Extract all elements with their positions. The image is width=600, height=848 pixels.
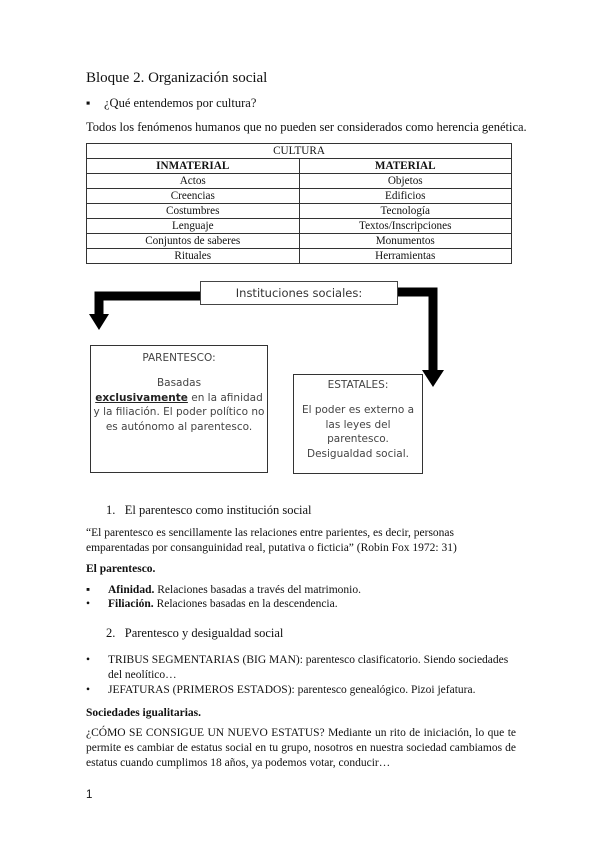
parentesco-body-pre: Basadas	[156, 377, 202, 389]
bullet-icon: ▪	[86, 96, 91, 110]
right-arrow-shaft	[396, 292, 433, 371]
igualitarias-heading: Sociedades igualitarias.	[86, 707, 202, 719]
estatales-title: ESTATALES:	[327, 379, 389, 391]
estatales-body: El poder es externo a las leyes del parentesco. Desigualdad social.	[301, 404, 415, 460]
table-cell: Actos	[87, 174, 300, 189]
right-arrow-head	[422, 370, 444, 387]
term: Afinidad.	[108, 584, 155, 596]
definition: Relaciones basadas a través del matrimonio.	[154, 584, 361, 596]
table-cell: Rituales	[87, 249, 300, 264]
parentesco-heading: El parentesco.	[86, 563, 156, 575]
estatales-box	[293, 374, 423, 474]
block-title: Bloque 2. Organización social	[86, 70, 268, 86]
header-inmaterial: INMATERIAL	[87, 159, 300, 174]
bullet-icon: •	[86, 654, 91, 666]
table-cell: Costumbres	[87, 204, 300, 219]
status-paragraph: ¿CÓMO SE CONSIGUE UN NUEVO ESTATUS? Mediante un rito de iniciación, lo que te permite es cambiar de estatus social en tu grupo, nosotros en nuestra sociedad cambiamos de estatus cuando cumplimos 18 años, ya podemos votar, conducir…	[86, 727, 516, 769]
parentesco-body	[91, 376, 267, 434]
question-text: ¿Qué entendemos por cultura?	[104, 96, 257, 110]
table-cell: Conjuntos de saberes	[87, 234, 300, 249]
list-text: TRIBUS SEGMENTARIAS (BIG MAN): parentesco clasificatorio. Siendo sociedades del neolítico…	[108, 654, 509, 681]
header-material: MATERIAL	[299, 159, 512, 174]
institutions-box: Instituciones sociales:	[200, 281, 398, 305]
parentesco-box	[90, 345, 268, 473]
page-number: 1	[86, 789, 93, 801]
bullet-icon: ▪	[86, 584, 91, 596]
bullet-icon: •	[86, 598, 91, 610]
section-heading-2: 2. Parentesco y desigualdad social	[106, 626, 284, 640]
definition: Relaciones basadas en la descendencia.	[153, 598, 338, 610]
table-cell: Lenguaje	[87, 219, 300, 234]
list-item	[86, 598, 338, 610]
table-cell: Edificios	[299, 189, 512, 204]
list-text: JEFATURAS (PRIMEROS ESTADOS): parentesco genealógico. Pizoi jefatura.	[108, 684, 476, 696]
term: Filiación.	[108, 598, 154, 610]
parentesco-body-post: en la afinidad y la filiación. El poder político no es autónomo al parentesco.	[93, 391, 265, 433]
left-arrow-shaft	[99, 296, 200, 315]
parentesco-title: PARENTESCO:	[142, 352, 216, 364]
fox-quote: “El parentesco es sencillamente las relaciones entre parientes, es decir, personas emparentadas por consanguinidad real, putativa o ficticia” (Robin Fox 1972: 31)	[86, 527, 457, 554]
table-title: CULTURA	[87, 144, 512, 159]
table-cell: Textos/Inscripciones	[299, 219, 512, 234]
section-heading-1: 1. El parentesco como institución social	[106, 503, 312, 517]
table-cell: Herramientas	[299, 249, 512, 264]
intro-text: Todos los fenómenos humanos que no pueden ser considerados como herencia genética.	[86, 120, 527, 134]
parentesco-emphasis: exclusivamente	[95, 391, 188, 404]
table-cell: Tecnología	[299, 204, 512, 219]
bullet-icon: •	[86, 684, 91, 696]
table-cell: Objetos	[299, 174, 512, 189]
left-arrow-head	[89, 314, 109, 330]
table-cell: Creencias	[87, 189, 300, 204]
list-item	[86, 584, 361, 596]
table-cell: Monumentos	[299, 234, 512, 249]
list-item	[86, 683, 516, 698]
list-item	[86, 653, 516, 683]
